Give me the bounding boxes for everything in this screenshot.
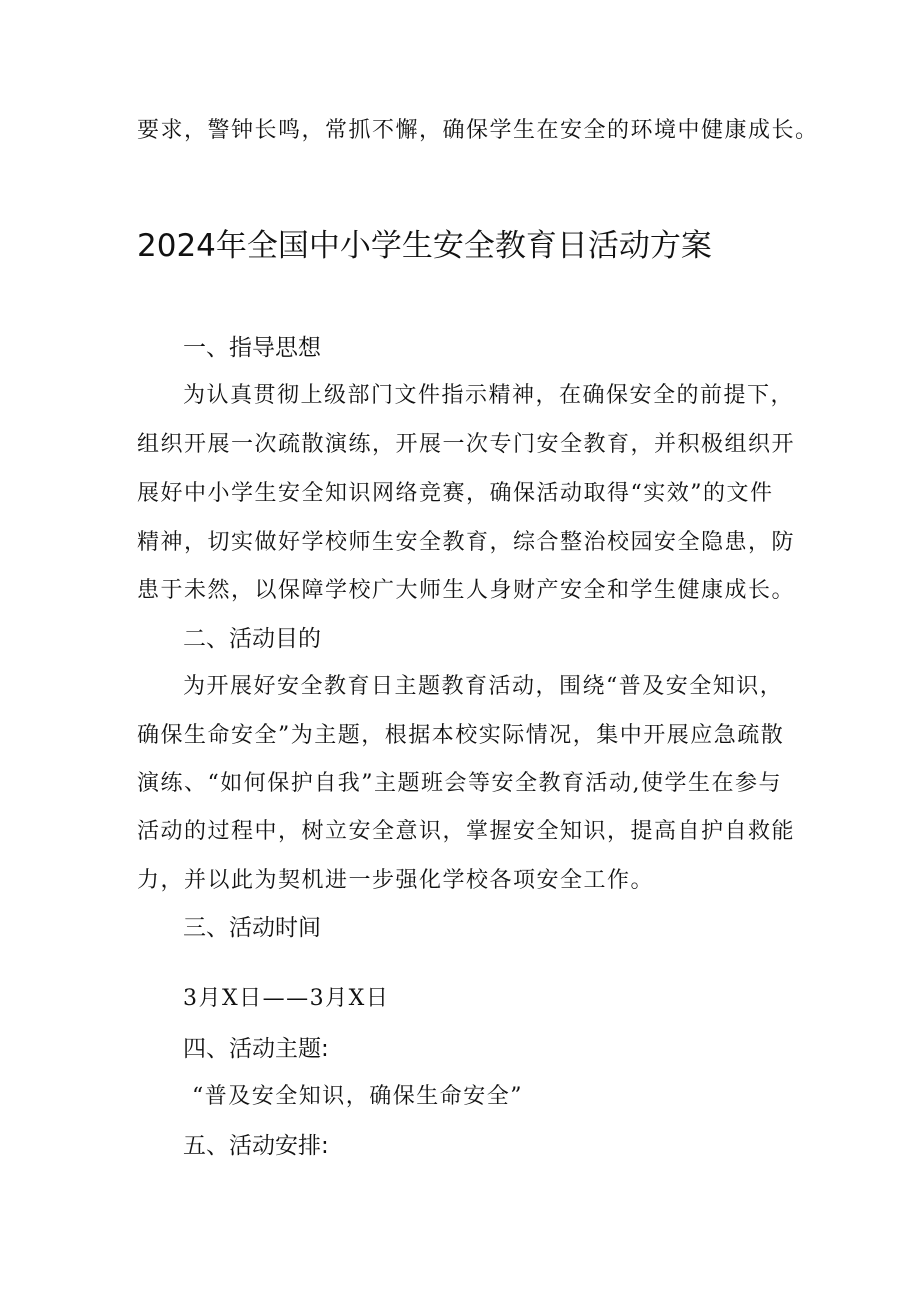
section-heading-purpose: 二、活动目的: [183, 626, 321, 652]
paragraph-line: 为开展好安全教育日主题教育活动，围绕“普及安全知识，: [183, 674, 784, 699]
paragraph-line: 患于未然，以保障学校广大师生人身财产安全和学生健康成长。: [137, 578, 796, 603]
paragraph-line: 为认真贯彻上级部门文件指示精神，在确保安全的前提下，: [183, 383, 795, 408]
section-heading-arrangement: 五、活动安排:: [183, 1133, 329, 1159]
paragraph-line: 精神，切实做好学校师生安全教育，综合整治校园安全隐患，防: [137, 530, 796, 555]
intro-tail-line: 要求，警钟长鸣，常抓不懈，确保学生在安全的环境中健康成长。: [137, 118, 819, 143]
paragraph-line: 组织开展一次疏散演练，开展一次专门安全教育，并积极组织开: [137, 432, 796, 457]
paragraph-line: 确保生命安全”为主题，根据本校实际情况，集中开展应急疏散: [137, 723, 785, 748]
paragraph-line: 演练、“如何保护自我”主题班会等安全教育活动,使学生在参与: [137, 771, 782, 796]
document-title: 2024年全国中小学生安全教育日活动方案: [137, 228, 712, 264]
paragraph-line: 展好中小学生安全知识网络竞赛，确保活动取得“实效”的文件: [137, 481, 774, 506]
paragraph-line: 力，并以此为契机进一步强化学校各项安全工作。: [137, 868, 655, 893]
section-heading-theme: 四、活动主题:: [183, 1036, 329, 1062]
section-heading-guiding-ideology: 一、指导思想: [183, 335, 321, 361]
activity-theme-text: “普及安全知识，确保生命安全”: [192, 1084, 523, 1109]
activity-date-range: 3月X日——3月X日: [183, 986, 390, 1011]
section-heading-time: 三、活动时间: [183, 915, 321, 941]
paragraph-line: 活动的过程中，树立安全意识，掌握安全知识，提高自护自救能: [137, 819, 796, 844]
